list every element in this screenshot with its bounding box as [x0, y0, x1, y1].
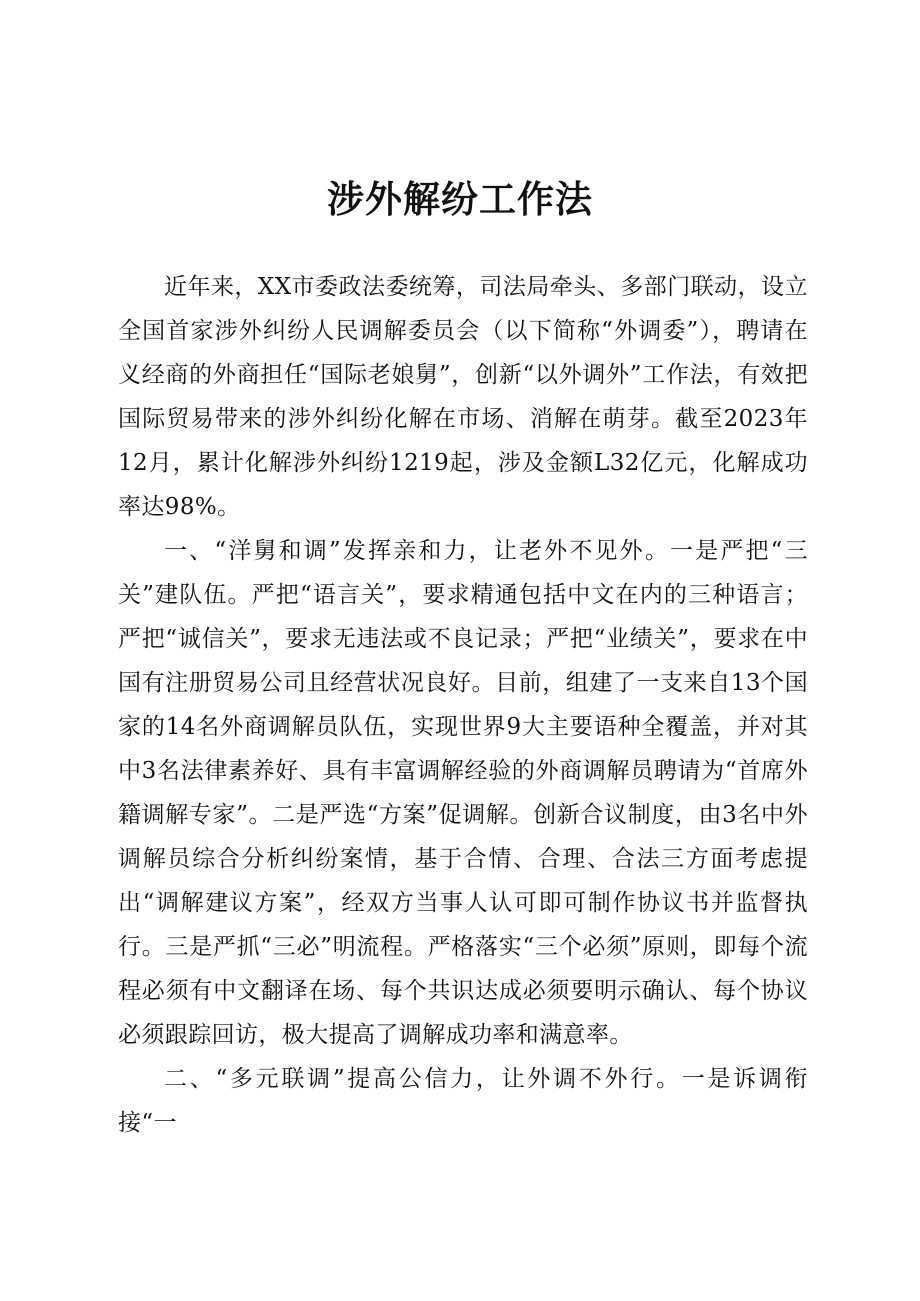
document-title: 涉外解纷工作法	[327, 178, 593, 221]
paragraph-intro: 近年来，XX市委政法委统筹，司法局牵头、多部门联动，设立全国首家涉外纠纷人民调解委员会（以下简称“外调委”），聘请在义经商的外商担任“国际老娘舅”，创新“以外调外”工作法，有效把国际贸易带来的涉外纠纷化解在市场、消解在萌芽。截至2023年12月，累计化解涉外纠纷1219起，涉及金额L32亿元，化解成功率达98%。	[118, 274, 808, 520]
document-body	[118, 265, 808, 1145]
paragraph-section-one: 一、“洋舅和调”发挥亲和力，让老外不见外。一是严把“三关”建队伍。严把“语言关”，要求精通包括中文在内的三种语言；严把“诚信关”，要求无违法或不良记录；严把“业绩关”，要求在中国有注册贸易公司且经营状况良好。目前，组建了一支来自13个国家的14名外商调解员队伍，实现世界9大主要语种全覆盖，并对其中3名法律素养好、具有丰富调解经验的外商调解员聘请为“首席外籍调解专家”。二是严选“方案”促调解。创新合议制度，由3名中外调解员综合分析纠纷案情，基于合情、合理、合法三方面考虑提出“调解建议方案”，经双方当事人认可即可制作协议书并监督执行。三是严抓“三必”明流程。严格落实“三个必须”原则，即每个流程必须有中文翻译在场、每个共识达成必须要明示确认、每个协议必须跟踪回访，极大提高了调解成功率和满意率。	[118, 538, 808, 1048]
paragraph-section-two: 二、“多元联调”提高公信力，让外调不外行。一是诉调衔接“一	[118, 1066, 808, 1136]
